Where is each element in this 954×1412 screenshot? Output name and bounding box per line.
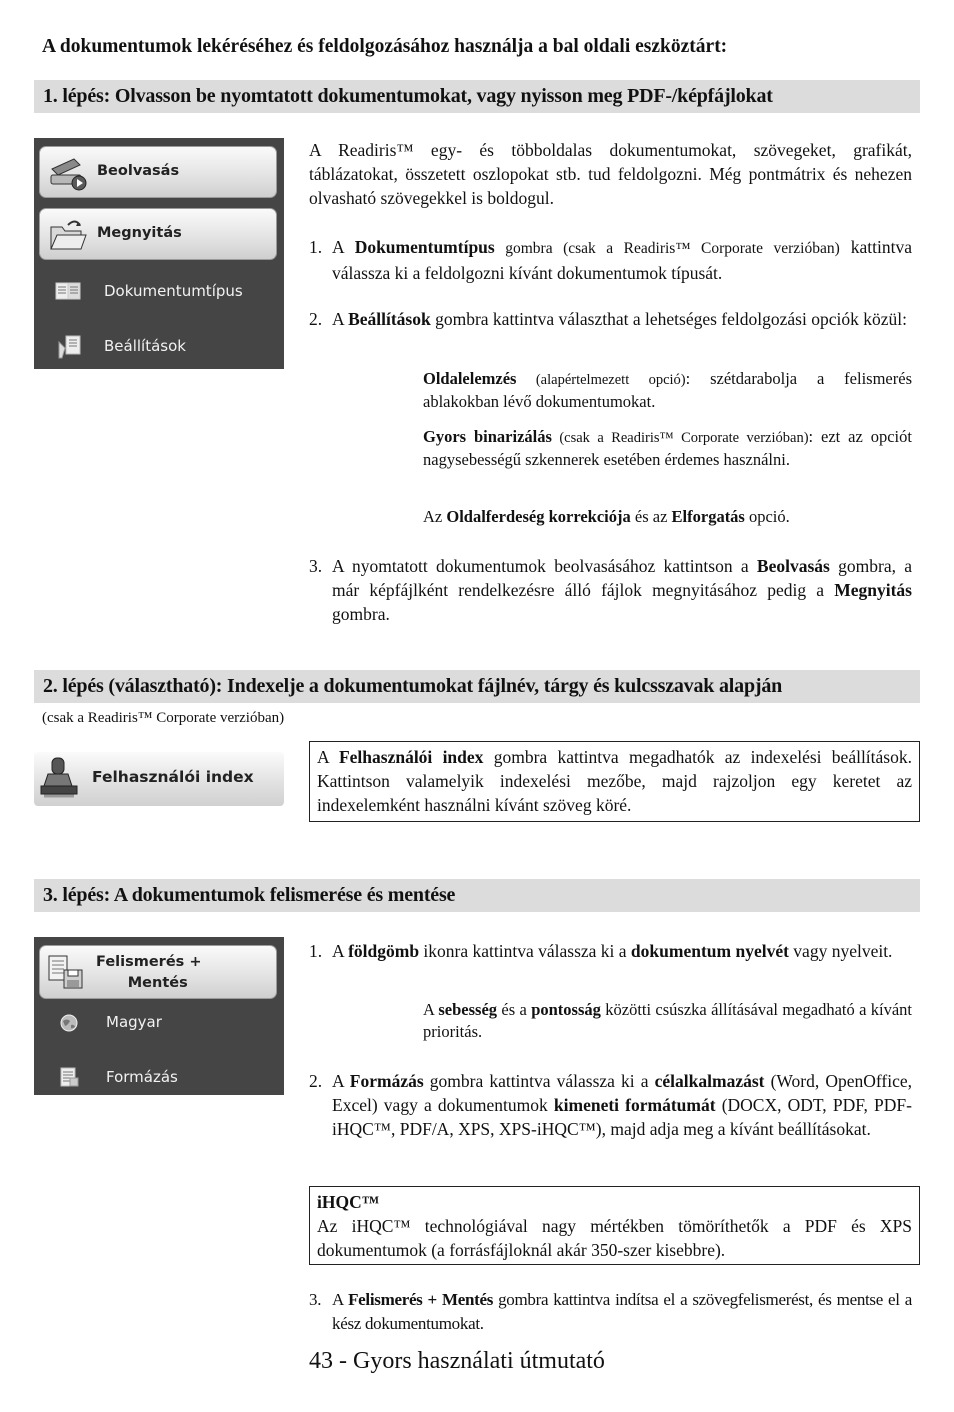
- option-page-analysis: [423, 368, 912, 413]
- step3-item2: [309, 1069, 912, 1141]
- settings-menu-item[interactable]: [34, 325, 284, 369]
- step2-title: 2. lépés (választható): Indexelje a dokumentumokat fájlnév, tárgy és kulcsszavak alapján: [34, 670, 920, 703]
- step1-item2: [309, 307, 912, 331]
- text: A: [332, 941, 349, 961]
- text: Az: [423, 507, 447, 526]
- step3-item3: [309, 1288, 912, 1336]
- option-term: Oldalferdeség korrekciója: [446, 507, 631, 526]
- step1-item3: [309, 554, 912, 626]
- item-number: 3.: [309, 1290, 322, 1309]
- language-menu-item[interactable]: [34, 1001, 284, 1045]
- option-fast-binarization: [423, 426, 912, 471]
- step1-item1: [309, 235, 912, 285]
- format-icon: [58, 1066, 80, 1088]
- user-index-description-box: [309, 741, 920, 822]
- settings-label: Beállítások: [104, 337, 186, 355]
- recognize-save-icon: [46, 954, 86, 992]
- option-deskew-rotate: [423, 506, 912, 528]
- folder-open-icon: [48, 217, 88, 253]
- doctype-term: Dokumentumtípus: [354, 237, 495, 257]
- accuracy-term: pontosság: [531, 1000, 601, 1019]
- toolbar-panel-step1: [34, 138, 284, 369]
- text: gombra kattintva megadhatók az indexelési beállítások. Kattintson valamelyik indexelési mezőbe, majd rajzoljon egy keretet az indexelemként használni kívánt szöveg köré.: [317, 747, 912, 815]
- text: (csak a Readiris™ Corporate verzióban): [551, 430, 809, 446]
- globe-icon: [58, 1012, 80, 1034]
- recognize-save-term: Felismerés + Mentés: [348, 1290, 494, 1309]
- text: : szétdarabolja a felismerés ablakokban lévő dokumentumokat.: [423, 369, 912, 411]
- format-label: Formázás: [106, 1068, 178, 1086]
- text: A: [332, 237, 355, 257]
- language-label: Magyar: [106, 1013, 162, 1031]
- text: (DOCX, ODT, PDF, PDF-iHQC™, PDF/A, XPS, XPS-iHQC™), majd adja meg a kívánt beállításokat.: [332, 1095, 912, 1139]
- ihqc-text: Az iHQC™ technológiával nagy mértékben tömöríthetők a PDF és XPS dokumentumok (a forrásfájloknál akár 350-szer kisebbre).: [317, 1216, 912, 1260]
- toolbar-panel-step3: [34, 937, 284, 1095]
- scan-label: Beolvasás: [97, 163, 180, 179]
- step3-title: 3. lépés: A dokumentumok felismerése és mentése: [34, 879, 920, 912]
- document-type-icon: [54, 280, 84, 304]
- text: ikonra kattintva válassza ki a: [419, 941, 631, 961]
- format-term: Formázás: [349, 1071, 424, 1091]
- text: gombra kattintva válassza ki a: [423, 1071, 655, 1091]
- corporate-note: (csak a Readiris™ Corporate verzióban): [42, 710, 285, 726]
- globe-term: földgömb: [348, 941, 420, 961]
- settings-term: Beállítások: [348, 309, 431, 329]
- ihqc-info-box: [309, 1186, 920, 1265]
- user-index-button[interactable]: [34, 752, 284, 806]
- text: A: [423, 1000, 439, 1019]
- speed-accuracy-note: [423, 999, 912, 1043]
- text: kattintva válassza ki a feldolgozni kívánt dokumentumok típusát.: [332, 237, 912, 283]
- text: (alapértelmezett opció): [516, 372, 686, 388]
- text: és a: [497, 1000, 532, 1019]
- text: gombra.: [332, 604, 390, 624]
- text: gombra kattintva indítsa el a szövegfelismerést, és mentse el a kész dokumentumokat.: [332, 1290, 912, 1333]
- text: A: [332, 309, 349, 329]
- text: A nyomtatott dokumentumok beolvasásához kattintson a: [332, 556, 757, 576]
- text: gombra (csak a Readiris™ Corporate verzióban): [494, 240, 840, 257]
- text: gombra, a már képfájlként rendelkezésre álló fájlok megnyitásához pedig a: [332, 556, 913, 600]
- option-term: Elforgatás: [671, 507, 745, 526]
- step1-title: 1. lépés: Olvasson be nyomtatott dokumentumokat, vagy nyisson meg PDF-/képfájlokat: [34, 80, 920, 113]
- ihqc-title: iHQC™: [317, 1192, 380, 1212]
- text: A: [332, 1290, 349, 1309]
- text: és az: [630, 507, 672, 526]
- recognize-label-line2: Mentés: [127, 975, 188, 991]
- open-button[interactable]: [39, 208, 277, 260]
- item-number: 1.: [309, 941, 323, 961]
- recognize-save-button[interactable]: [39, 945, 277, 999]
- target-app-term: célalkalmazást: [654, 1071, 765, 1091]
- format-menu-item[interactable]: [34, 1056, 284, 1095]
- output-format-term: kimeneti formátumát: [553, 1095, 716, 1115]
- text: : ezt az opciót nagysebességű szkennerek esetében érdemes használni.: [423, 427, 912, 469]
- step3-item1: [309, 939, 912, 963]
- text: közötti csúszka állításával megadható a kívánt prioritás.: [423, 1000, 912, 1041]
- page-footer: 43 - Gyors használati útmutató: [309, 1348, 605, 1374]
- stamp-icon: [38, 756, 84, 804]
- text: A: [317, 747, 339, 767]
- open-term: Megnyitás: [834, 580, 912, 600]
- text: vagy nyelveit.: [788, 941, 893, 961]
- scan-button[interactable]: [39, 146, 277, 198]
- item-number: 2.: [309, 309, 323, 329]
- recognize-label-line1: Felismerés +: [96, 954, 202, 970]
- text: (Word, OpenOffice, Excel) vagy a dokumentumok: [332, 1071, 912, 1115]
- item-number: 2.: [309, 1071, 323, 1091]
- user-index-term: Felhasználói index: [338, 747, 484, 767]
- text: opció.: [744, 507, 790, 526]
- settings-icon: [56, 334, 84, 360]
- text: gombra kattintva választhat a lehetséges feldolgozási opciók közül:: [430, 309, 907, 329]
- option-term: Gyors binarizálás: [423, 427, 552, 446]
- speed-term: sebesség: [438, 1000, 498, 1019]
- doctype-menu-item[interactable]: [34, 270, 284, 314]
- item-number: 3.: [309, 556, 323, 576]
- scanner-icon: [48, 155, 88, 191]
- text: A: [332, 1071, 350, 1091]
- scan-term: Beolvasás: [756, 556, 830, 576]
- language-term: dokumentum nyelvét: [630, 941, 789, 961]
- user-index-label: Felhasználói index: [92, 768, 254, 786]
- intro-heading: A dokumentumok lekéréséhez és feldolgozásához használja a bal oldali eszköztárt:: [42, 36, 728, 57]
- step1-paragraph: A Readiris™ egy- és többoldalas dokumentumokat, szövegeket, grafikát, táblázatokat, összetett oszlopokat stb. tud feldolgozni. Még pontmátrix és nehezen olvasható szövegekkel is boldogul.: [309, 140, 912, 208]
- doctype-label: Dokumentumtípus: [104, 282, 243, 300]
- open-label: Megnyitás: [97, 225, 182, 241]
- item-number: 1.: [309, 237, 323, 257]
- option-term: Oldalelemzés: [423, 369, 517, 388]
